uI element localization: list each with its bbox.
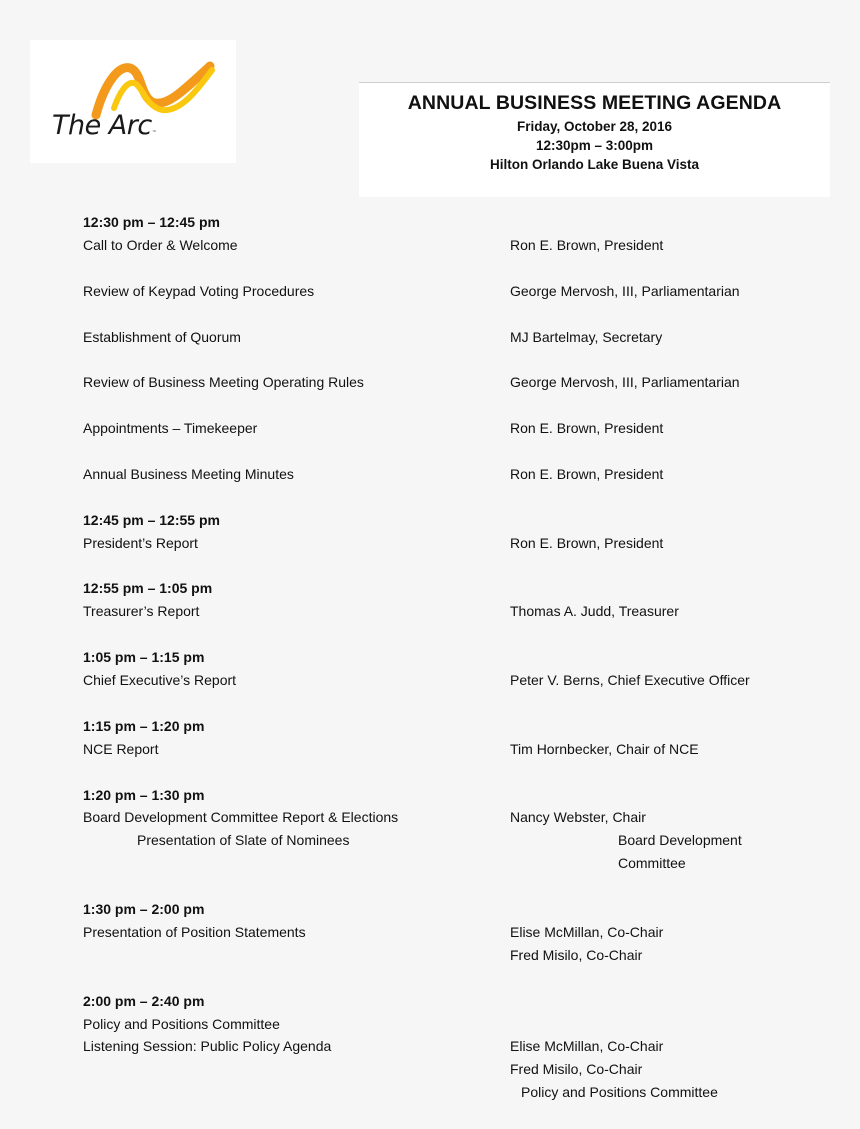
agenda-item-title: Call to Order & Welcome (83, 236, 238, 253)
agenda-item-presenter: MJ Bartelmay, Secretary (510, 328, 663, 345)
agenda-item (83, 829, 803, 875)
agenda-item-subtitle: Presentation of Slate of Nominees (137, 832, 350, 849)
agenda-item-title (83, 1058, 510, 1081)
agenda-item-presenter: Ron E. Brown, President (510, 465, 664, 482)
agenda-item-title (83, 1081, 510, 1104)
agenda-item (83, 944, 803, 967)
agenda-item-title: Annual Business Meeting Minutes (83, 465, 294, 482)
agenda-time: 12:30 pm – 12:45 pm (83, 214, 220, 230)
agenda-item-presenter: Fred Misilo, Co-Chair (510, 1061, 643, 1078)
agenda-time: 1:20 pm – 1:30 pm (83, 786, 205, 803)
agenda-item-presenter: Fred Misilo, Co-Chair (510, 946, 643, 963)
the-arc-logo (30, 40, 236, 163)
agenda-item-presenter: Ron E. Brown, President (510, 534, 664, 551)
agenda-item (83, 738, 803, 761)
agenda-item-title: NCE Report (83, 740, 159, 757)
agenda-item (83, 921, 803, 944)
agenda-list (83, 211, 803, 1104)
agenda-item-title: Listening Session: Public Policy Agenda (83, 1038, 332, 1055)
agenda-item (83, 417, 803, 440)
agenda-item-presenter: Nancy Webster, Chair (510, 809, 646, 826)
agenda-item-title: Review of Keypad Voting Procedures (83, 282, 315, 299)
agenda-item-title: Review of Business Meeting Operating Rules (83, 374, 364, 391)
agenda-item-presenter (510, 1013, 803, 1036)
agenda-item-title: Presentation of Position Statements (83, 923, 306, 940)
agenda-item-presenter: Elise McMillan, Co-Chair (510, 1038, 664, 1055)
agenda-time: 1:05 pm – 1:15 pm (83, 649, 205, 666)
agenda-item-title (83, 944, 510, 967)
meeting-location: Hilton Orlando Lake Buena Vista (489, 157, 700, 172)
agenda-item-title: Establishment of Quorum (83, 328, 241, 345)
page-title: ANNUAL BUSINESS MEETING AGENDA (407, 92, 782, 114)
logo-wordmark: The Arc™ (52, 110, 157, 141)
agenda-item-title: Chief Executive’s Report (83, 672, 237, 688)
agenda-item-title: Policy and Positions Committee (83, 1015, 280, 1032)
agenda-item (83, 600, 803, 623)
agenda-item (83, 1081, 803, 1104)
agenda-item-presenter: George Mervosh, III, Parliamentarian (510, 282, 740, 299)
agenda-item-presenter: Thomas A. Judd, Treasurer (510, 603, 679, 620)
agenda-item-presenter: Peter V. Berns, Chief Executive Officer (510, 672, 750, 688)
agenda-item (83, 532, 803, 555)
agenda-item (83, 280, 803, 303)
agenda-item-title: President’s Report (83, 534, 198, 551)
agenda-time: 12:45 pm – 12:55 pm (83, 511, 220, 528)
agenda-item-presenter: Ron E. Brown, President (510, 420, 664, 437)
agenda-item-presenter-role: Policy and Positions Committee (521, 1084, 718, 1101)
agenda-item (83, 371, 803, 394)
agenda-item (83, 1058, 803, 1081)
agenda-item-title: Board Development Committee Report & Elections (83, 809, 399, 826)
agenda-item (83, 234, 803, 257)
agenda-item-presenter: Elise McMillan, Co-Chair (510, 923, 664, 940)
agenda-item-presenter-role: Board Development Committee (618, 832, 742, 872)
agenda-item (83, 669, 803, 692)
agenda-item (83, 1013, 803, 1036)
agenda-item-presenter: George Mervosh, III, Parliamentarian (510, 374, 740, 391)
agenda-time: 12:55 pm – 1:05 pm (83, 580, 213, 597)
agenda-item-presenter: Tim Hornbecker, Chair of NCE (510, 740, 699, 757)
agenda-time: 1:30 pm – 2:00 pm (83, 901, 205, 918)
agenda-item (83, 1035, 803, 1058)
agenda-item-title: Treasurer’s Report (83, 603, 200, 620)
agenda-item (83, 463, 803, 486)
agenda-item (83, 326, 803, 349)
meeting-time: 12:30pm – 3:00pm (535, 138, 654, 153)
agenda-item-presenter: Ron E. Brown, President (510, 236, 664, 253)
meeting-date: Friday, October 28, 2016 (516, 119, 673, 134)
agenda-time: 2:00 pm – 2:40 pm (83, 992, 205, 1009)
agenda-header (359, 82, 830, 197)
agenda-item-title: Appointments – Timekeeper (83, 420, 258, 437)
agenda-item (83, 806, 803, 829)
arc-swoosh-icon (30, 40, 236, 163)
agenda-time: 1:15 pm – 1:20 pm (83, 717, 205, 734)
